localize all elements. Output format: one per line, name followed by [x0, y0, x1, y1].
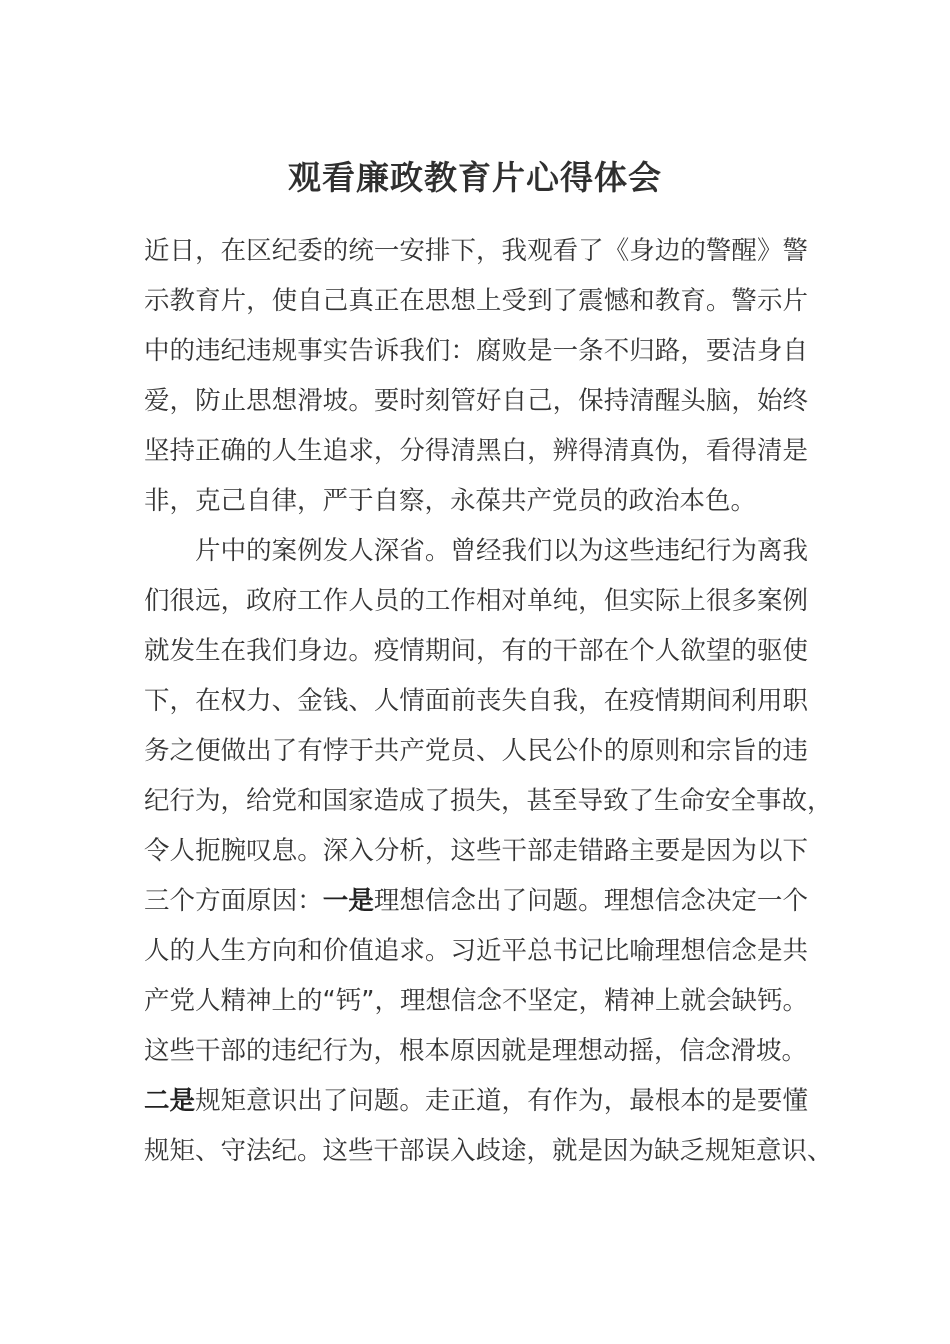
paragraph-line: 务之便做出了有悖于共产党员、人民公仆的原则和宗旨的违 — [144, 736, 808, 766]
paragraph-line — [144, 876, 808, 926]
paragraph-line — [144, 1076, 808, 1126]
bold-point-label: 二是 — [144, 1086, 196, 1116]
paragraph-line: 中的违纪违规事实告诉我们：腐败是一条不归路，要洁身自 — [144, 336, 808, 366]
paragraph-line: 下，在权力、金钱、人情面前丧失自我，在疫情期间利用职 — [144, 686, 808, 716]
line-text: 理想信念出了问题。理想信念决定一个 — [373, 886, 808, 916]
page-title: 观看廉政教育片心得体会 — [288, 158, 662, 197]
paragraph-line: 示教育片，使自己真正在思想上受到了震憾和教育。警示片 — [144, 286, 808, 316]
paragraph-line: 片中的案例发人深省。曾经我们以为这些违纪行为离我 — [195, 536, 808, 566]
paragraph-line: 这些干部的违纪行为，根本原因就是理想动摇，信念滑坡。 — [144, 1036, 808, 1066]
line-text: 规矩意识出了问题。走正道，有作为，最根本的是要懂 — [195, 1086, 808, 1116]
paragraph-line: 近日，在区纪委的统一安排下，我观看了《身边的警醒》警 — [144, 236, 808, 266]
paragraph-line: 纪行为，给党和国家造成了损失，甚至导致了生命安全事故， — [144, 786, 833, 816]
paragraph-line: 令人扼腕叹息。深入分析，这些干部走错路主要是因为以下 — [144, 836, 808, 866]
paragraph-line: 爱，防止思想滑坡。要时刻管好自己，保持清醒头脑，始终 — [144, 386, 808, 416]
paragraph-line: 们很远，政府工作人员的工作相对单纯，但实际上很多案例 — [144, 586, 808, 616]
paragraph-line: 非，克己自律，严于自察，永葆共产党员的政治本色。 — [144, 486, 757, 516]
bold-point-label: 一是 — [322, 886, 374, 916]
document-body — [144, 226, 833, 1176]
paragraph-line: 产党人精神上的“钙”，理想信念不坚定，精神上就会缺钙。 — [144, 986, 808, 1016]
paragraph-line: 人的人生方向和价值追求。习近平总书记比喻理想信念是共 — [144, 936, 808, 966]
line-text: 三个方面原因： — [144, 886, 323, 916]
paragraph-line: 坚持正确的人生追求，分得清黑白，辨得清真伪，看得清是 — [144, 436, 808, 466]
paragraph-line: 就发生在我们身边。疫情期间，有的干部在个人欲望的驱使 — [144, 636, 808, 666]
paragraph-line: 规矩、守法纪。这些干部误入歧途，就是因为缺乏规矩意识、 — [144, 1136, 833, 1166]
